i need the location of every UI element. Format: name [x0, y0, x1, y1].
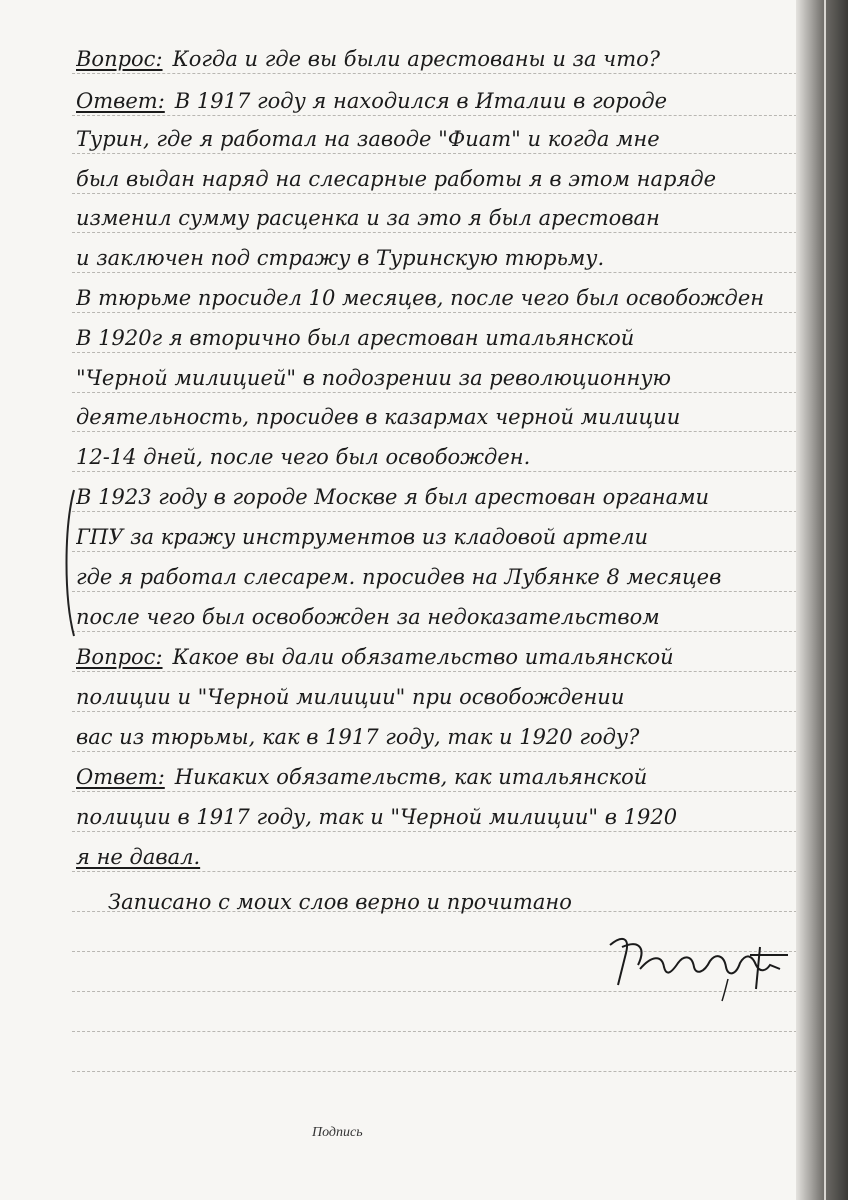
line-17	[76, 683, 804, 711]
line-7	[76, 284, 804, 312]
ruled-line	[72, 1071, 807, 1072]
line-3	[76, 125, 804, 153]
line-15	[76, 603, 804, 631]
line-13	[76, 523, 804, 551]
ruled-line	[72, 671, 807, 672]
line-text: полиции и "Черной милиции" при освобождении	[76, 685, 625, 709]
ruled-line	[72, 431, 807, 432]
line-12	[76, 483, 804, 511]
ruled-line	[72, 153, 807, 154]
line-text: В 1917 году я находился в Италии в городе	[174, 89, 668, 113]
line-11	[76, 443, 804, 471]
ruled-line	[72, 272, 807, 273]
line-text: вас из тюрьмы, как в 1917 году, так и 1920 году?	[76, 725, 640, 749]
ruled-line	[72, 312, 807, 313]
ruled-line	[72, 751, 807, 752]
line-9	[76, 364, 804, 392]
ruled-line	[72, 791, 807, 792]
line-1	[76, 45, 804, 73]
line-text: деятельность, просидев в казармах черной милиции	[76, 405, 681, 429]
line-text: где я работал слесарем. просидев на Лубянке 8 месяцев	[76, 565, 722, 589]
signature-image	[600, 925, 800, 1005]
page-binding-edge	[796, 0, 848, 1200]
ruled-line	[72, 871, 807, 872]
line-text: В тюрьме просидел 10 месяцев, после чего был освобожден	[76, 286, 765, 310]
line-text: после чего был освобожден за недоказательством	[76, 605, 660, 629]
line-text: Какое вы дали обязательство итальянской	[172, 645, 674, 669]
signature-footer-label: Подпись	[312, 1125, 363, 1140]
line-text: В 1923 году в городе Москве я был арестован органами	[76, 485, 710, 509]
line-10	[76, 403, 804, 431]
line-text: Никаких обязательств, как итальянской	[174, 765, 648, 789]
line-16	[76, 643, 804, 671]
line-text: В 1920г я вторично был арестован итальянской	[76, 326, 635, 350]
line-text: "Черной милицией" в подозрении за революционную	[76, 366, 672, 390]
line-8	[76, 324, 804, 352]
answer-label: Ответ:	[76, 89, 165, 113]
line-text: изменил сумму расценка и за это я был арестован	[76, 206, 660, 230]
line-text: 12-14 дней, после чего был освобожден.	[76, 445, 531, 469]
ruled-line	[72, 232, 807, 233]
ruled-line	[72, 73, 807, 74]
line-text: Когда и где вы были арестованы и за что?	[172, 47, 661, 71]
line-19	[76, 763, 804, 791]
line-text: и заключен под стражу в Туринскую тюрьму.	[76, 246, 605, 270]
ruled-line	[72, 392, 807, 393]
ruled-line	[72, 511, 807, 512]
line-14	[76, 563, 804, 591]
line-text: был выдан наряд на слесарные работы я в этом наряде	[76, 167, 717, 191]
line-20	[76, 803, 804, 831]
ruled-line	[72, 551, 807, 552]
line-22	[108, 888, 836, 916]
question-label: Вопрос:	[76, 47, 163, 71]
line-6	[76, 244, 804, 272]
line-text: я не давал.	[76, 845, 201, 869]
line-text: ГПУ за кражу инструментов из кладовой артели	[76, 525, 649, 549]
line-21	[76, 843, 804, 871]
ruled-line	[72, 193, 807, 194]
ruled-line	[72, 711, 807, 712]
page-binding-highlight	[824, 0, 826, 1200]
answer-label: Ответ:	[76, 765, 165, 789]
line-text: Турин, где я работал на заводе "Фиат" и когда мне	[76, 127, 660, 151]
line-4	[76, 165, 804, 193]
ruled-line	[72, 591, 807, 592]
line-5	[76, 204, 804, 232]
ruled-line	[72, 471, 807, 472]
ruled-line	[72, 631, 807, 632]
line-2	[76, 87, 804, 115]
ruled-line	[72, 831, 807, 832]
line-18	[76, 723, 804, 751]
margin-bracket-mark	[60, 488, 78, 638]
ruled-line	[72, 1031, 807, 1032]
ruled-line	[72, 352, 807, 353]
line-text: полиции в 1917 году, так и "Черной милиции" в 1920	[76, 805, 678, 829]
line-text: Записано с моих слов верно и прочитано	[108, 890, 572, 914]
question-label: Вопрос:	[76, 645, 163, 669]
ruled-line	[72, 115, 807, 116]
